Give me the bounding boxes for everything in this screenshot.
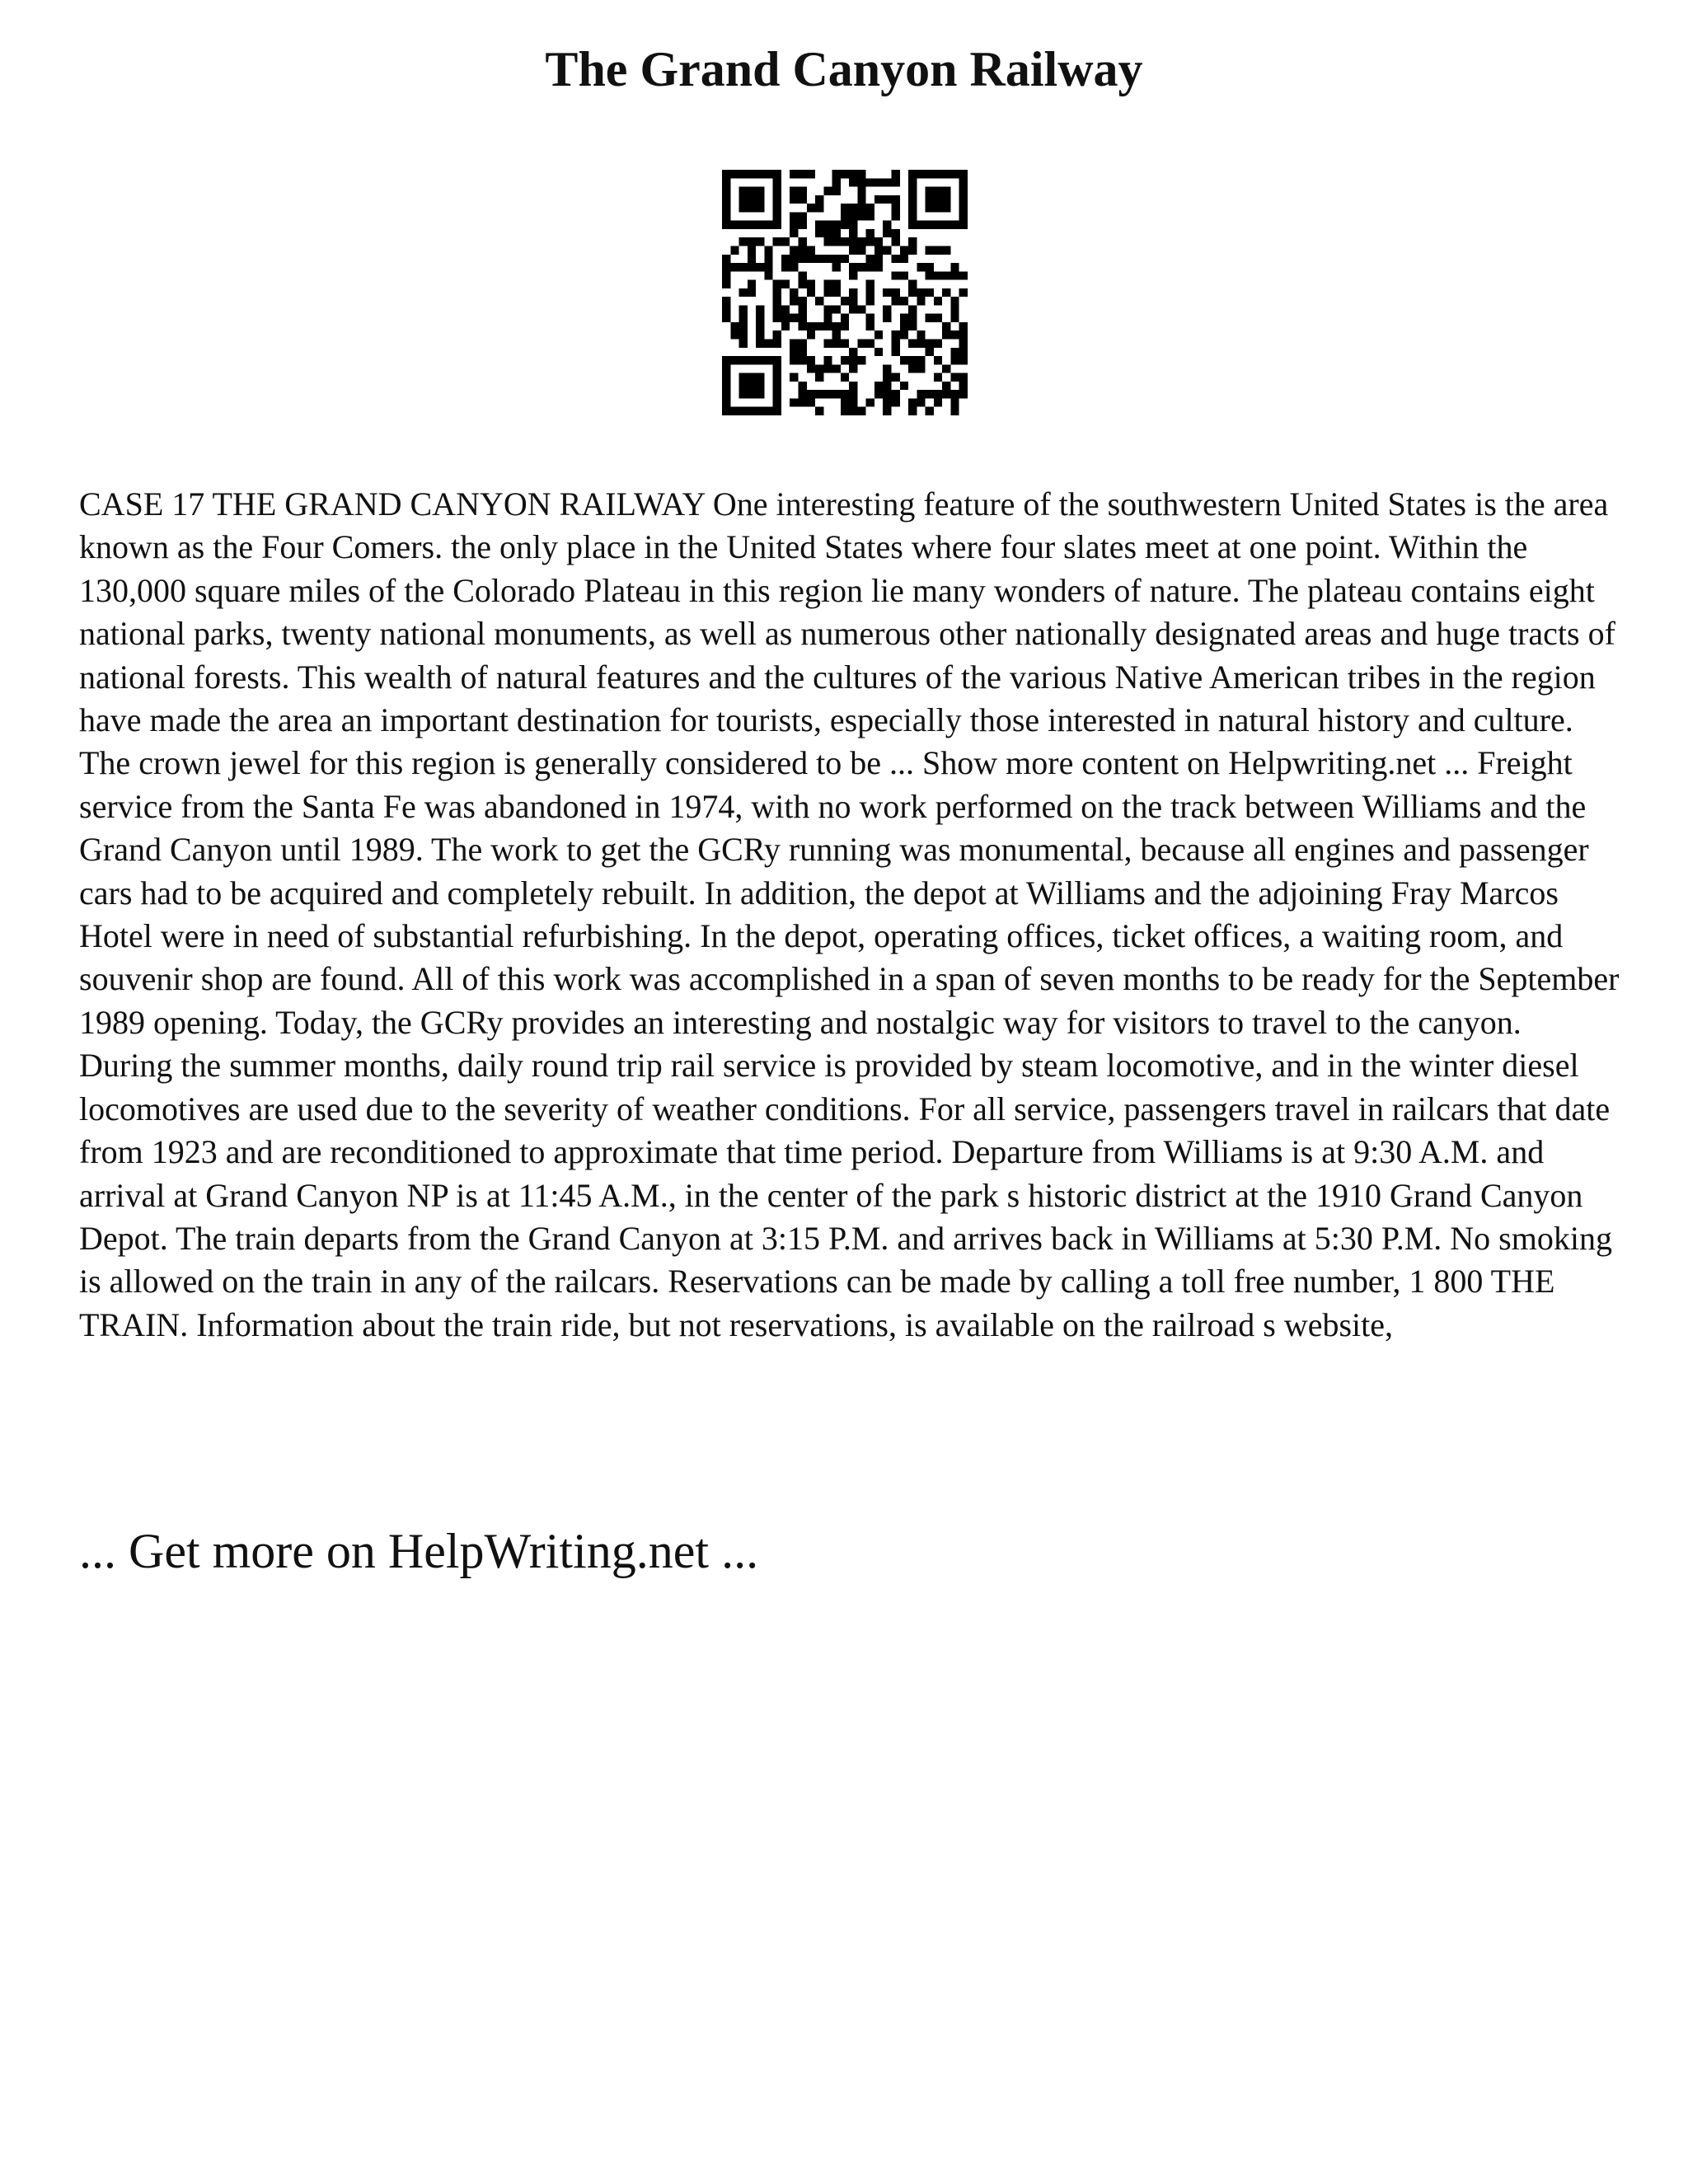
get-more-link[interactable]: ... Get more on HelpWriting.net ... xyxy=(79,1524,759,1578)
document-body: CASE 17 THE GRAND CANYON RAILWAY One interesting feature of the southwestern United States is the area known as the Four Comers. the only place in the United States where four slates meet at one point. Within the 130,000 square miles of the Colorado Plateau in this region lie many wonders of nature. The plateau contains eight national parks, twenty national monuments, as well as numerous other nationally designated areas and huge tracts of national forests. This wealth of natural features and the cultures of the various Native American tribes in the region have made the area an important destination for tourists, especially those interested in natural history and culture. The crown jewel for this region is generally considered to be ... Show more content on Helpwriting.net ... Freight service from the Santa Fe was abandoned in 1974, with no work performed on the track between Williams and the Grand Canyon until 1989. The work to get the GCRy running was monumental, because all engines and passenger cars had to be acquired and completely rebuilt. In addition, the depot at Williams and the adjoining Fray Marcos Hotel were in need of substantial refurbishing. In the depot, operating offices, ticket offices, a waiting room, and souvenir shop are found. All of this work was accomplished in a span of seven months to be ready for the September 1989 opening. Today, the GCRy provides an interesting and nostalgic way for visitors to travel to the canyon. During the summer months, daily round trip rail service is provided by steam locomotive, and in the winter diesel locomotives are used due to the severity of weather conditions. For all service, passengers travel in railcars that date from 1923 and are reconditioned to approximate that time period. Departure from Williams is at 9:30 A.M. and arrival at Grand Canyon NP is at 11:45 A.M., in the center of the park s historic district at the 1910 Grand Canyon Depot. The train departs from the Grand Canyon at 3:15 P.M. and arrives back in Williams at 5:30 P.M. No smoking is allowed on the train in any of the railcars. Reservations can be made by calling a toll free number, 1 800 THE TRAIN. Information about the train ride, but not reservations, is available on the railroad s website, xyxy=(79,485,1620,1343)
document-title: The Grand Canyon Railway xyxy=(545,42,1143,96)
qr-code-icon xyxy=(722,170,968,415)
